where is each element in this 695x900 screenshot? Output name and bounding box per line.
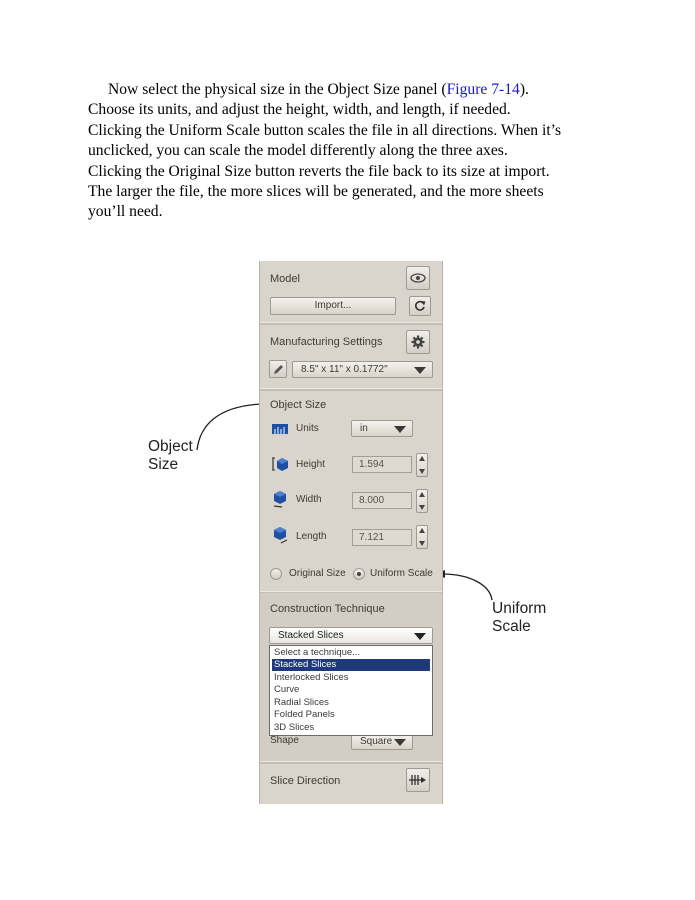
manufacturing-title: Manufacturing Settings [270,336,383,348]
width-stepper[interactable] [416,489,428,513]
annotation-text: Scale [492,618,531,635]
paragraph-line: unclicked, you can scale the model differently along the three axes. [88,142,508,160]
section-divider [260,388,442,391]
slicer-panel [259,261,443,804]
length-stepper[interactable] [416,525,428,549]
gear-icon [411,335,425,349]
object-size-title: Object Size [270,399,327,411]
eye-icon [410,273,426,283]
units-value: in [360,423,368,434]
uniform-scale-arrow [442,574,492,600]
original-size-radio[interactable] [270,568,282,580]
chevron-down-icon [414,367,426,374]
length-cube-icon [272,526,288,544]
uniform-scale-label[interactable]: Uniform Scale [370,568,433,579]
paragraph-text: Now select the physical size in the Object Size panel ( [108,81,447,98]
construction-title: Construction Technique [270,603,385,615]
paragraph-line: Clicking the Uniform Scale button scales the file in all directions. When it’s [88,121,562,139]
annotation-text: Uniform [492,600,547,617]
chevron-down-icon [394,426,406,433]
ruler-icon [272,424,288,434]
paragraph-text: ). [519,81,529,98]
shape-label: Shape [270,735,299,746]
height-label: Height [296,459,325,470]
units-label: Units [296,423,319,434]
dropdown-option-selected[interactable]: Stacked Slices [272,659,430,671]
object-size-arrow [197,404,262,450]
arrow-down-icon[interactable] [419,505,425,510]
annotation-text: Size [148,456,179,473]
length-label: Length [296,531,327,542]
section-divider [260,761,442,764]
paragraph-line: Clicking the Original Size button reverts the file back to its size at import. [88,162,550,180]
height-input[interactable]: 1.594 [352,456,412,473]
technique-value: Stacked Slices [278,630,344,641]
refresh-button[interactable] [409,296,431,316]
chevron-down-icon [414,633,426,640]
slice-direction-button[interactable] [406,768,430,792]
annotation-text: Object [148,438,193,455]
dropdown-option[interactable]: Radial Slices [274,696,329,708]
arrow-up-icon[interactable] [419,456,425,461]
technique-select[interactable] [269,627,433,644]
figure-link[interactable]: Figure 7-14 [446,81,520,98]
dropdown-option[interactable]: Curve [274,684,300,695]
units-select[interactable] [351,420,413,437]
height-stepper[interactable] [416,453,428,477]
section-divider [260,322,442,325]
dropdown-option[interactable]: Folded Panels [274,709,335,720]
width-input[interactable]: 8.000 [352,492,412,509]
sheet-size-value: 8.5" x 11" x 0.1772" [301,364,388,375]
width-cube-icon [272,490,288,508]
paragraph-line: you’ll need. [88,203,163,221]
height-cube-icon [272,457,290,471]
import-button[interactable]: Import... [270,297,396,315]
dropdown-option[interactable]: Select a technique... [274,647,361,658]
technique-dropdown-list [269,645,433,736]
paragraph-line: The larger the file, the more slices will be generated, and the more sheets [88,183,544,201]
arrow-up-icon[interactable] [419,492,425,497]
uniform-scale-radio[interactable] [353,568,365,580]
settings-button[interactable] [406,330,430,354]
dropdown-option[interactable]: Interlocked Slices [274,671,349,683]
pencil-icon [273,364,284,375]
slice-direction-icon [409,774,427,786]
refresh-icon [414,300,426,312]
original-size-label[interactable]: Original Size [289,568,346,579]
shape-value: Square [360,736,393,747]
arrow-down-icon[interactable] [419,469,425,474]
chevron-down-icon [394,739,406,746]
dropdown-option[interactable]: 3D Slices [274,721,315,733]
arrow-up-icon[interactable] [419,528,425,533]
edit-sheet-button[interactable] [269,360,287,378]
eye-button[interactable] [406,266,430,290]
slice-direction-title: Slice Direction [270,775,341,787]
arrow-down-icon[interactable] [419,541,425,546]
paragraph-line: Choose its units, and adjust the height, width, and length, if needed. [88,101,511,119]
width-label: Width [296,494,322,505]
length-input[interactable]: 7.121 [352,529,412,546]
sheet-size-select[interactable] [292,361,433,378]
model-title: Model [270,273,300,285]
